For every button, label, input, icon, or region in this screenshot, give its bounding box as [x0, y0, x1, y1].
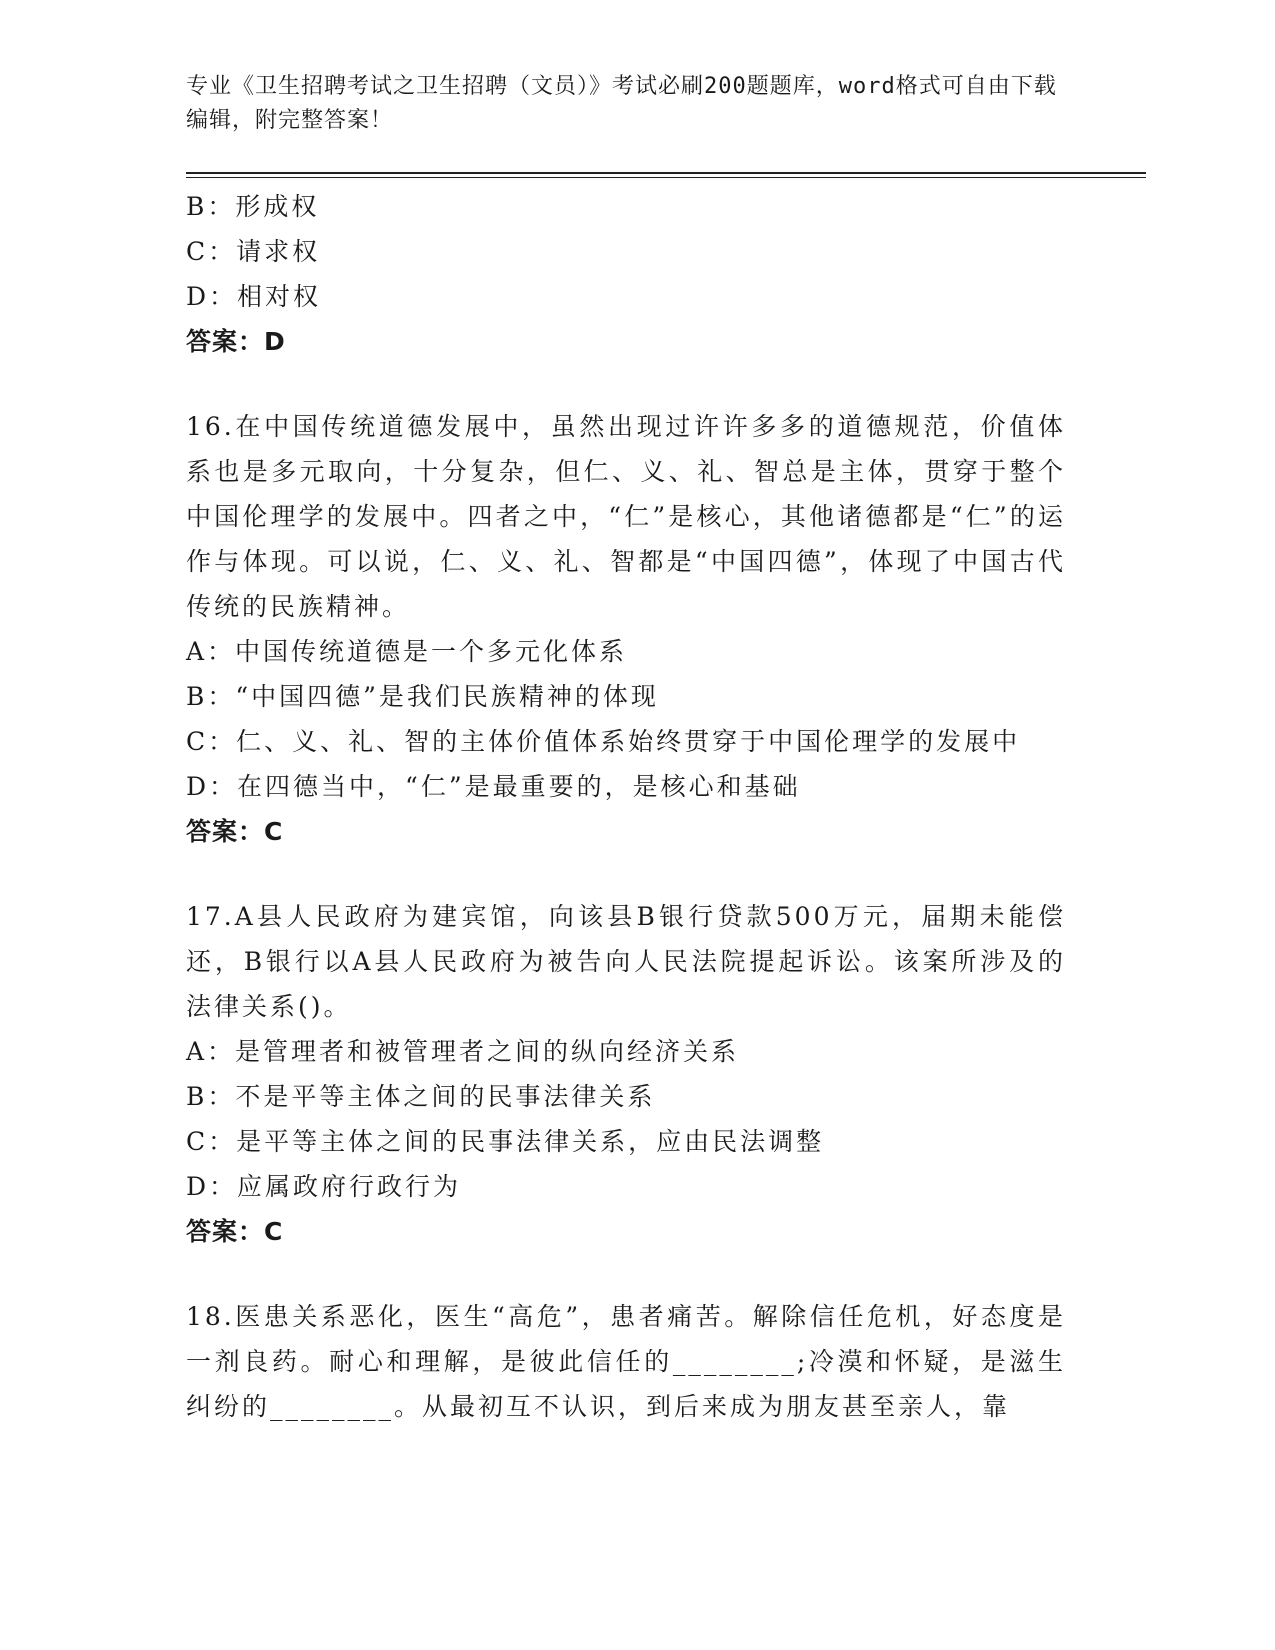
option-d: D：相对权: [186, 282, 322, 311]
option-b: B：形成权: [186, 192, 320, 221]
document-body: [186, 184, 1146, 1429]
question-text: 18.医患关系恶化，医生“高危”，患者痛苦。解除信任危机，好态度是一剂良药。耐心和理解，是彼此信任的________;冷漠和怀疑，是滋生纠纷的________。从最初互不认识，到后来成为朋友甚至亲人，靠: [186, 1302, 1066, 1421]
option-b: B：“中国四德”是我们民族精神的体现: [186, 682, 659, 711]
option-c: C：请求权: [186, 237, 321, 266]
option-c: C：仁、义、礼、智的主体价值体系始终贯穿于中国伦理学的发展中: [186, 727, 1021, 756]
previous-question-tail: [186, 184, 1146, 364]
answer-line: 答案：C: [186, 817, 284, 846]
question-text: 17.A县人民政府为建宾馆，向该县B银行贷款500万元，届期未能偿还，B银行以A县人民政府为被告向人民法院提起诉讼。该案所涉及的法律关系()。: [186, 902, 1066, 1021]
option-d: D：在四德当中，“仁”是最重要的，是核心和基础: [186, 772, 801, 801]
option-a: A：中国传统道德是一个多元化体系: [186, 637, 628, 666]
header-divider: [186, 172, 1146, 174]
option-d: D：应属政府行政行为: [186, 1172, 462, 1201]
answer-line: 答案：C: [186, 1217, 284, 1246]
option-c: C：是平等主体之间的民事法律关系，应由民法调整: [186, 1127, 825, 1156]
question-16: [186, 404, 1146, 854]
option-b: B：不是平等主体之间的民事法律关系: [186, 1082, 656, 1111]
question-text: 16.在中国传统道德发展中，虽然出现过许许多多的道德规范，价值体系也是多元取向，十分复杂，但仁、义、礼、智总是主体，贯穿于整个中国伦理学的发展中。四者之中，“仁”是核心，其他诸德都是“仁”的运作与体现。可以说，仁、义、礼、智都是“中国四德”，体现了中国古代传统的民族精神。: [186, 412, 1066, 621]
question-18: [186, 1294, 1146, 1429]
answer-line: 答案：D: [186, 327, 286, 356]
document-header: 专业《卫生招聘考试之卫生招聘（文员）》考试必刷200题题库，word格式可自由下载编辑，附完整答案！: [186, 74, 1057, 133]
question-17: [186, 894, 1146, 1254]
document-page: [186, 70, 1146, 1429]
option-a: A：是管理者和被管理者之间的纵向经济关系: [186, 1037, 740, 1066]
